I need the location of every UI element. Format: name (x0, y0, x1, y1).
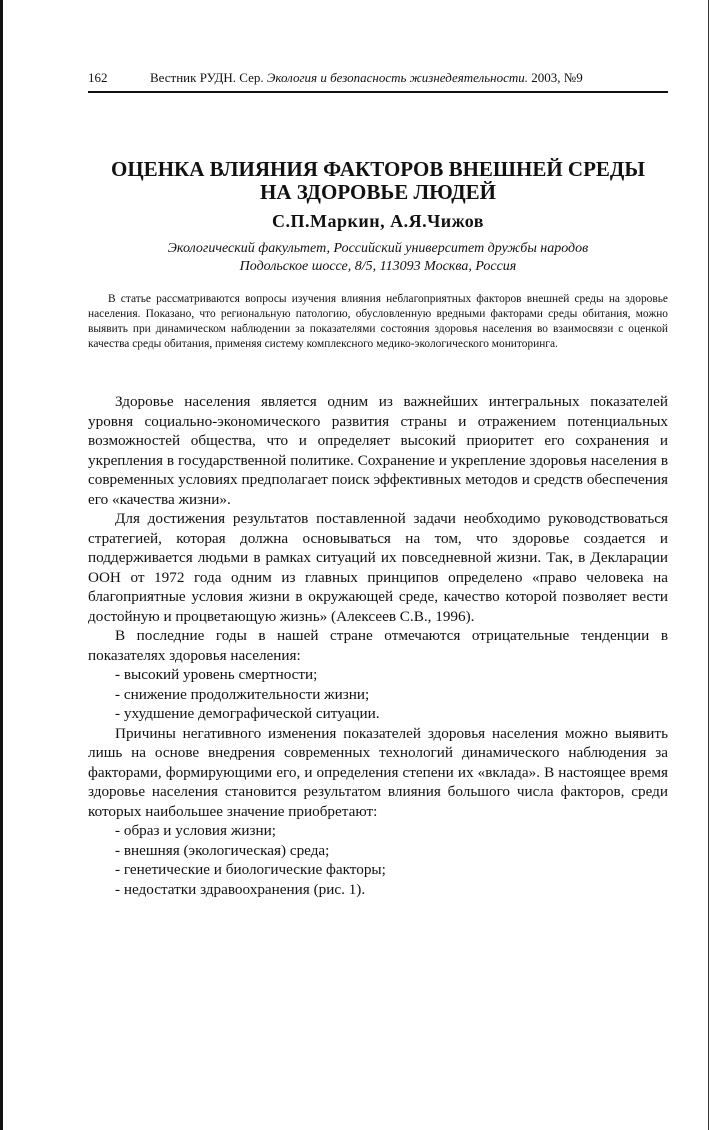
paragraph: В последние годы в нашей стране отмечаются отрицательные тенденции в показателях здоровья населения: (88, 627, 668, 664)
journal-series: Экология и безопасность жизнедеятельности. (266, 70, 529, 85)
article-title (88, 158, 668, 204)
journal-name: Вестник РУДН. Сер. (150, 70, 264, 85)
header-rule (88, 91, 668, 93)
affiliation (88, 240, 668, 276)
paragraph: Для достижения результатов поставленной задачи необходимо руководствоваться стратегией, которая должна основываться на том, что здоровье создается и поддерживается людьми в рамках ситуаций их повседневной жизни. Так, в Декларации ООН от 1972 года одним из главных принципов определено «право человека на благоприятные условия жизни в окружающей среде, качество которой позволяет вести достойную и процветающую жизнь» (Алексеев С.В., 1996). (88, 510, 668, 625)
journal-issue: 2003, №9 (531, 70, 583, 85)
list-item: - снижение продолжительности жизни; (115, 685, 668, 705)
article-body (88, 392, 668, 899)
list-item: - генетические и биологические факторы; (115, 860, 668, 880)
title-line: ОЦЕНКА ВЛИЯНИЯ ФАКТОРОВ ВНЕШНЕЙ СРЕДЫ (111, 157, 645, 181)
paragraph: Здоровье населения является одним из важнейших интегральных показателей уровня социально-экономического развития страны и отражением потенциальных возможностей общества, что и определяет высокий приоритет его сохранения и укрепления в государственной политике. Сохранение и укрепление здоровья населения в современных условиях предполагает поиск эффективных методов и средств обеспечения его «качества жизни». (88, 393, 668, 508)
factor-list (88, 821, 668, 899)
list-item: - высокий уровень смертности; (115, 665, 668, 685)
abstract: В статье рассматриваются вопросы изучения влияния неблагоприятных факторов внешней среды на здоровье населения. Показано, что региональную патологию, обусловленную вредными факторами среды обитания, можно выявить при динамическом наблюдении за показателями состояния здоровья населения во взаимосвязи с оценкой качества среды обитания, применяя систему комплексного медико-экологического мониторинга. (88, 293, 668, 350)
trend-list (88, 665, 668, 724)
list-item: - образ и условия жизни; (115, 821, 668, 841)
list-item: - внешняя (экологическая) среда; (115, 841, 668, 861)
list-item: - ухудшение демографической ситуации. (115, 704, 668, 724)
authors: С.П.Маркин, А.Я.Чижов (271, 211, 485, 231)
journal-citation (150, 70, 583, 86)
affiliation-line: Подольское шоссе, 8/5, 113093 Москва, Россия (239, 259, 517, 274)
title-line: НА ЗДОРОВЬЕ ЛЮДЕЙ (259, 180, 497, 204)
affiliation-line: Экологический факультет, Российский университет дружбы народов (167, 241, 589, 256)
scan-edge-left (0, 0, 3, 1130)
paragraph: Причины негативного изменения показателей здоровья населения можно выявить лишь на основе внедрения современных технологий динамического наблюдения за факторами, формирующими его, и определения степени их «вклада». В настоящее время здоровье населения становится результатом влияния большого числа факторов, среди которых наибольшее значение приобретают: (88, 724, 668, 820)
page-number: 162 (88, 70, 108, 85)
list-item: - недостатки здравоохранения (рис. 1). (115, 880, 668, 900)
